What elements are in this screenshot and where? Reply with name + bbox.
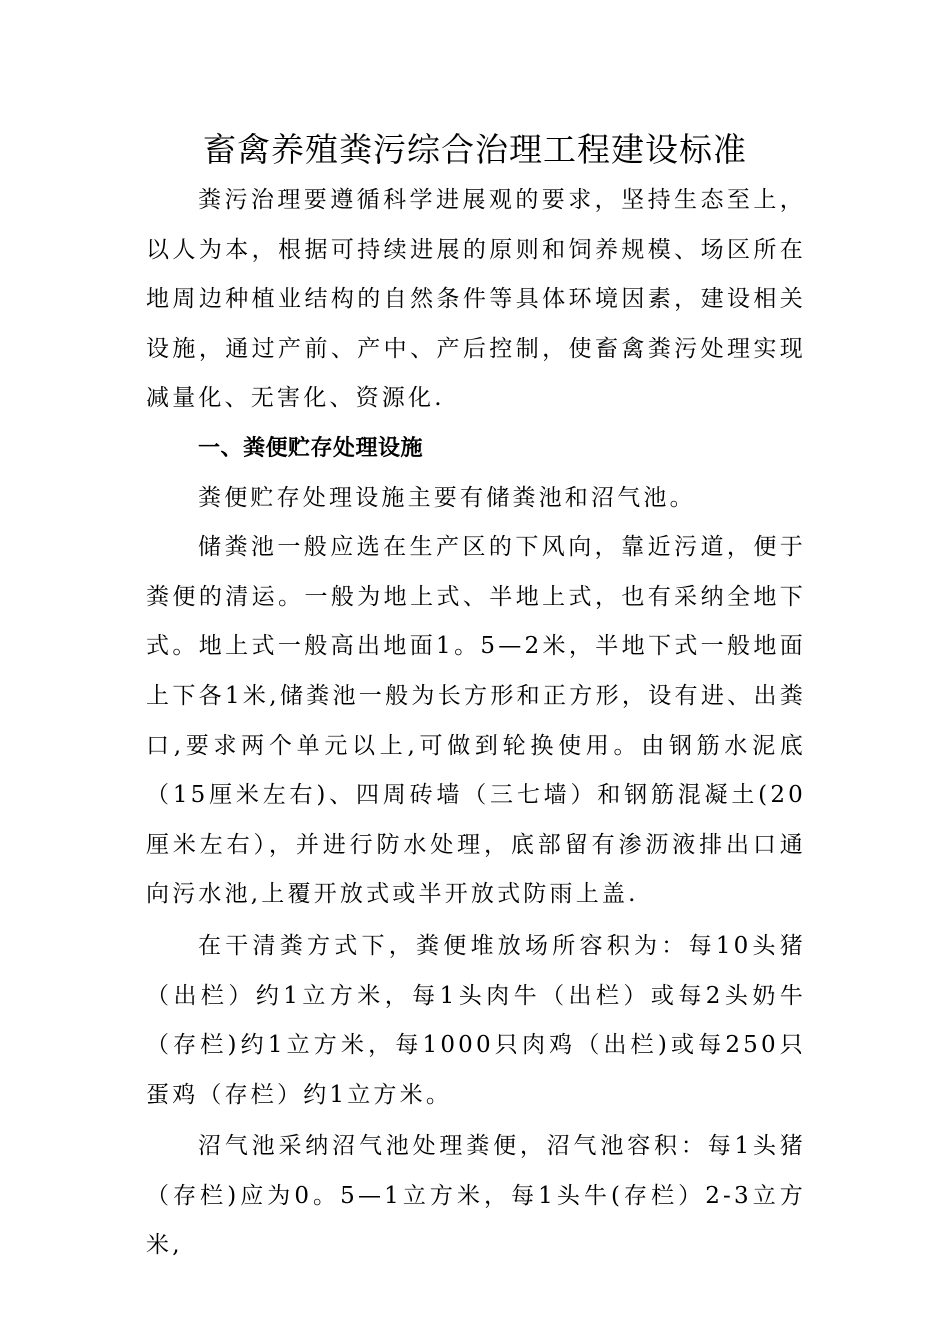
section-heading: 一、粪便贮存处理设施	[198, 435, 424, 461]
document-title: 畜禽养殖粪污综合治理工程建设标准	[203, 130, 747, 169]
document-body	[146, 176, 806, 1271]
intro-paragraph: 粪污治理要遵循科学进展观的要求，坚持生态至上，以人为本，根据可持续进展的原则和饲养规模、场区所在地周边种植业结构的自然条件等具体环境因素，建设相关设施，通过产前、产中、产后控制，使畜禽粪污处理实现减量化、无害化、资源化.	[146, 187, 806, 412]
paragraph-dry-cleaning: 在干清粪方式下，粪便堆放场所容积为：每10头猪（出栏）约1立方米，每1头肉牛（出栏）或每2头奶牛（存栏)约1立方米，每1000只肉鸡（出栏)或每250只蛋鸡（存栏）约1立方米。	[146, 932, 806, 1108]
paragraph-facilities: 粪便贮存处理设施主要有储粪池和沼气池。	[198, 484, 696, 511]
paragraph-biogas: 沼气池采纳沼气池处理粪便，沼气池容积：每1头猪（存栏)应为0。5—1立方米，每1头牛(存栏）2-3立方米,	[146, 1133, 806, 1259]
paragraph-storage-pool: 储粪池一般应选在生产区的下风向，靠近污道，便于粪便的清运。一般为地上式、半地上式，也有采纳全地下式。地上式一般高出地面1。5—2米，半地下式一般地面上下各1米,储粪池一般为长方形和正方形，设有进、出粪口,要求两个单元以上,可做到轮换使用。由钢筋水泥底（15厘米左右)、四周砖墙（三七墙）和钢筋混凝土(20厘米左右），并进行防水处理，底部留有渗沥液排出口通向污水池,上覆开放式或半开放式防雨上盖.	[146, 534, 806, 908]
